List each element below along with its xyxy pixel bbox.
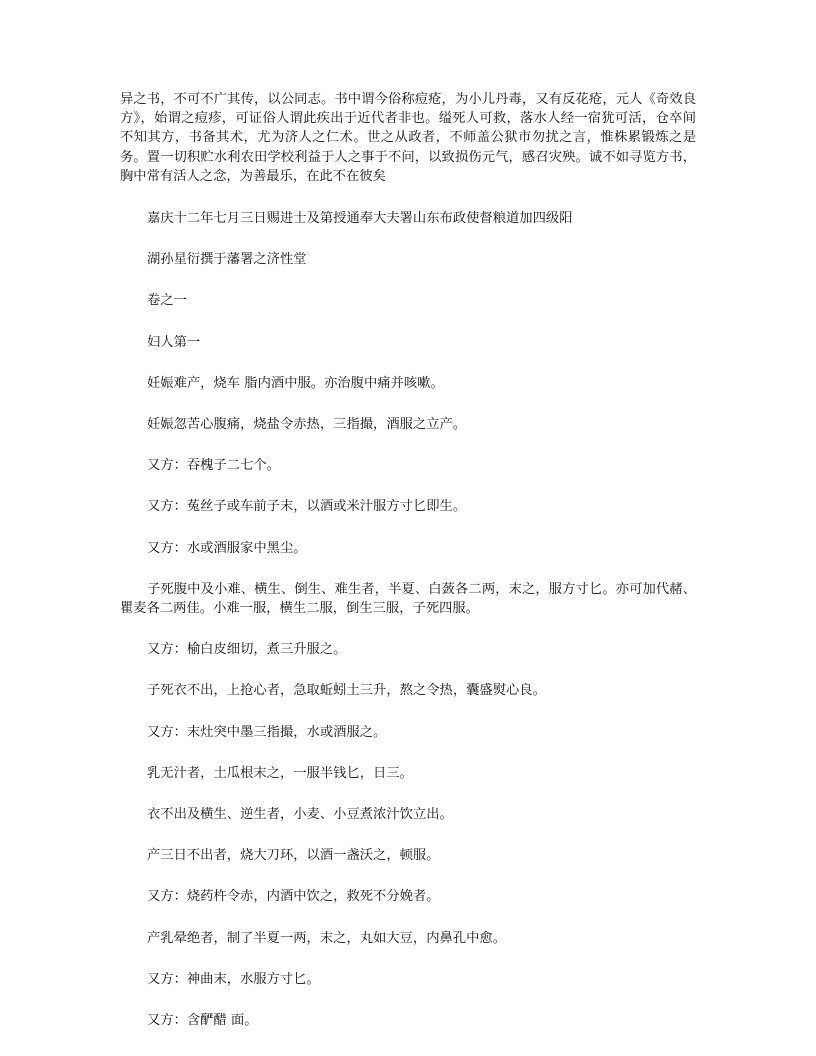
recipe-paragraph: 又方：含酽醋 面。	[147, 1013, 258, 1029]
document-page	[120, 90, 696, 1030]
recipe-paragraph: 又方：菟丝子或车前子末，以酒或米汁服方寸匕即生。	[147, 499, 467, 515]
recipe-paragraph: 子死衣不出，上抢心者，急取蚯蚓土三升，熬之令热，囊盛熨心良。	[147, 683, 546, 699]
recipe-paragraph: 衣不出及横生、逆生者，小麦、小豆煮浓汁饮立出。	[147, 807, 453, 823]
signature-line: 湖孙星衍撰于藩署之济性堂	[147, 252, 307, 268]
recipe-paragraph: 又方：榆白皮细切，煮三升服之。	[147, 642, 347, 658]
recipe-paragraph: 乳无汁者，土瓜根末之，一服半钱匕，日三。	[147, 765, 413, 781]
recipe-paragraph: 又方：末灶突中墨三指撮，水或酒服之。	[147, 724, 387, 740]
signature-line: 嘉庆十二年七月三日赐进士及第授通奉大夫署山东布政使督粮道加四级阳	[147, 211, 573, 227]
recipe-paragraph: 又方：神曲末，水服方寸匕。	[147, 971, 320, 987]
recipe-paragraph: 子死腹中及小难、横生、倒生、难生者，半夏、白蔹各二两，末之，服方寸匕。亦可加代赭、瞿麦各二两佳。小难一服，横生二服，倒生三服，子死四服。	[120, 581, 696, 617]
recipe-paragraph: 妊娠难产，烧车 脂内酒中服。亦治腹中痛并咳嗽。	[147, 375, 444, 391]
recipe-paragraph: 又方：吞槐子二七个。	[147, 458, 280, 474]
section-title: 妇人第一	[147, 334, 201, 350]
recipe-paragraph: 又方：烧药杵令赤，内酒中饮之，救死不分娩者。	[147, 889, 440, 905]
recipe-paragraph: 又方：水或酒服家中黑尘。	[147, 540, 307, 556]
recipe-paragraph: 产三日不出者，烧大刀环，以酒一盏沃之，顿服。	[147, 848, 440, 864]
recipe-paragraph: 产乳晕绝者，制了半夏一两，末之，丸如大豆，内鼻孔中愈。	[147, 930, 507, 946]
volume-title: 卷之一	[147, 293, 187, 309]
recipe-paragraph: 妊娠忽苦心腹痛，烧盐令赤热，三指撮，酒服之立产。	[147, 417, 467, 433]
intro-paragraph: 异之书，不可不广其传，以公同志。书中谓今俗称痘疮，为小儿丹毒，又有反花疮，元人《奇效良方》，始谓之痘疹，可证俗人谓此疾出于近代者非也。缢死人可救，落水人经一宿犹可活，仓卒间不知其方，书备其术，尤为济人之仁术。世之从政者，不师盖公狱市勿扰之言，惟株累锻炼之是务。置一切积贮水利农田学校利益于人之事于不问，以致损伤元气，感召灾殃。诚不如寻览方书，胸中常有活人之念，为善最乐，在此不在彼矣	[120, 92, 696, 184]
